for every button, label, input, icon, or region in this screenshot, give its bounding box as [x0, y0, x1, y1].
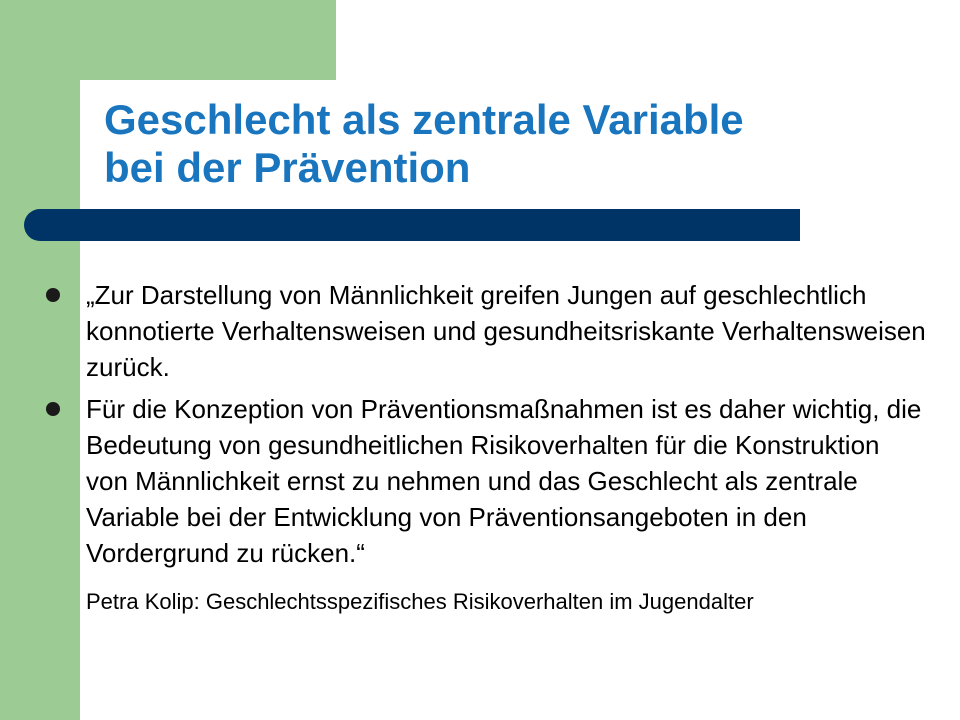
bullet-text: „Zur Darstellung von Männlichkeit greifen Jungen auf geschlechtlich konnotierte Verhaltensweisen und gesundheitsriskante Verhaltensweisen zurück. — [86, 280, 926, 382]
slide-title — [104, 96, 924, 192]
bullet-icon — [46, 288, 60, 302]
citation: Petra Kolip: Geschlechtsspezifisches Risikoverhalten im Jugendalter — [86, 589, 754, 614]
bullet-item — [46, 277, 926, 385]
slide-title-line-2: bei der Prävention — [104, 144, 471, 191]
slide-body — [46, 277, 926, 617]
bullet-item — [46, 391, 926, 571]
bullet-icon — [46, 402, 60, 416]
bullet-text: Für die Konzeption von Präventionsmaßnahmen ist es daher wichtig, die Bedeutung von gesundheitlichen Risikoverhalten für die Konstruktion von Männlichkeit ernst zu nehmen und das Geschlecht als zentrale Variable bei der Entwicklung von Präventionsangeboten in den Vordergrund zu rücken.“ — [86, 394, 922, 568]
header-decoration — [80, 0, 336, 80]
slide-title-line-1: Geschlecht als zentrale Variable — [104, 96, 744, 143]
title-divider — [24, 209, 800, 241]
